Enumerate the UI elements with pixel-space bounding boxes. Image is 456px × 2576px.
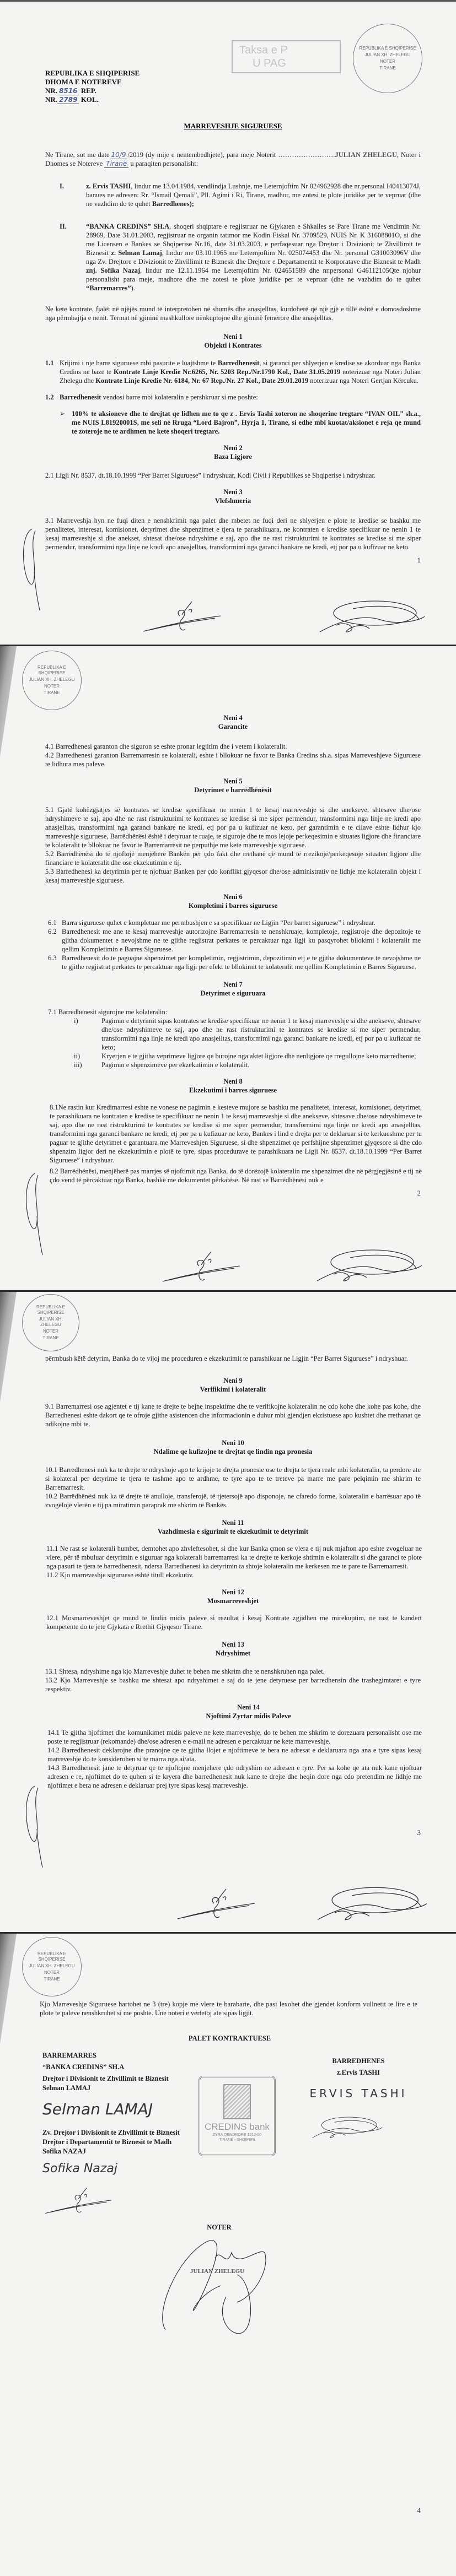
clause-6-3	[48, 954, 421, 971]
clause-13-1: 13.1 Shtesa, ndryshime nga kjo Marreveshje duhet te behen me shkrim dhe te nenshkruhen nga palet.	[45, 1668, 325, 1675]
clause-7-1-item	[74, 1052, 421, 1060]
intro-text-c: , Noter i Dhomes se Notereve	[45, 151, 421, 167]
notary-label: NOTER	[207, 2223, 232, 2231]
article-label: Neni 4	[223, 714, 243, 722]
notary-name-stamp: JULIAN ZHELEGU	[335, 151, 397, 159]
article-label: Neni 7	[223, 981, 243, 988]
representative-2-name: Sofika NAZAJ	[42, 2147, 86, 2155]
interpretation-clause: Ne kete kontrate, fjalët në njëjës mund të interpretohen në shumës dhe anasjelltas, kurdoherë që një gjë e tillë është e domosdoshme nga përmbajtja e nenit. Termat në gjininë mashkullore nënkuptojnë dhe gjininë femërore dhe anasjelltas.	[45, 305, 421, 322]
article-title: Njoftimi Zyrtar midis Paleve	[206, 1712, 291, 1720]
article-title: Detyrimet e siguruara	[200, 989, 266, 997]
clause-number: 1.1	[45, 359, 54, 367]
initials-signature-margin	[22, 528, 44, 616]
clause-4-1: 4.1 Barredhenesi garanton dhe siguron se eshte pronar legjitim dhe i vetem i kolateralit.	[45, 743, 287, 750]
clause-text: Barredhenesit do te paguajne shpenzimet per kompletimin, regjistrimin, depozitimin etj e te gjitha dokumenteve te nevojshme ne te gjithe regjistrat perkates te percaktuar nga ligji per efekt te bllokimit te kolateralit me qellim Kompletimin e Barres Siguruese.	[62, 954, 421, 971]
clause-11-1: 11.1 Ne rast se kolaterali humbet, demtohet apo zhvleftesohet, si dhe kur Banka çmon se vlera e tij nuk mjafton apo eshte zvogeluar ne vlere, për të mbuluar detyrimin e siguruar nga kolaterali barremarresi ka te drejte te kerkoje shtimin e kolateralit si dhe garanci te plote nga pasuri te tjera te barredhenesit, ndersa Barredhenesi ka detyrimin ta shtoje kolateralin me kerkesen me te pare te Barremarresit.	[46, 1545, 422, 1570]
pledgor-block	[292, 2057, 425, 2102]
pledgee-block	[42, 2051, 189, 2178]
rep-number-line	[45, 86, 456, 95]
document-title: MARREVESHJE SIGURUESE	[184, 122, 282, 130]
article-title: Vlefshmeria	[214, 497, 251, 505]
collateral-bullet	[60, 409, 421, 436]
header-chamber: DHOMA E NOTEREVE	[45, 78, 122, 86]
article-label: Neni 12	[222, 1588, 244, 1596]
clause-6-2	[48, 927, 421, 954]
clause-14-3: 14.3 Barredhenesit jane te detyruar qe te njoftojne menjehere çdo ndryshim ne adresen e tyre. Per sa kohe qe ata nuk kane njoftuar adresen e re, njoftimet do te quhen si te kryera dhe barredhenesit nuk kane te drejte dhe heqin dore nga cdo pretendim ne lidhje me njoftimet e bera ne adresen e deklaruar prej tyre sipas kesaj marreveshje.	[47, 1764, 422, 1789]
credit-contract-1: Kontrate Linje Kredie Nr.6265, Nr. 5203 Rep./Nr.1790 Kol., Date 31.05.2019	[114, 368, 341, 376]
party-1	[60, 182, 421, 208]
clause-13-2: 13.2 Kjo Marreveshje se bashku me shtesat apo ndryshimet e saj do te jene detyruese per barredhensin dhe trashegimtaret e tyre respektiv.	[45, 1676, 421, 1693]
signature-borrower	[312, 1884, 433, 1925]
contracting-parties-heading: PALET KONTRAKTUESE	[188, 2034, 271, 2042]
stamp-city-text: TIRANE	[379, 66, 396, 71]
signature-selman-lamaj: Selman LAMAJ	[42, 2100, 153, 2118]
clause-text	[60, 359, 421, 385]
article-title: Kompletimi i barres siguruese	[188, 902, 278, 910]
item-number: ii)	[74, 1052, 81, 1060]
clause-1-1	[45, 359, 421, 385]
page-number: 2	[417, 1189, 421, 1197]
clause-text-c: , si garanci per shlyerjen e kredise se akorduar nga Banka Credins ne baze te	[60, 359, 421, 376]
clause-3-1: 3.1 Marreveshja hyn ne fuqi diten e nenshkrimit nga palet dhe mbetet ne fuqi deri ne shlyerjen e plote te kredise se bashku me penalitetet, interesat, komisionet, detyrimet dhe shpenzimet e tjera te parashikuara, ne kontraten e kredise specifikuar ne nenin 1 te kesaj marreveshje si dhe anekset, shtesat dhe/ose ndryshime e saj, apo dhe ne rast ristrukturimi te kontrates se kredise si me siper permendur, transformimi nga linje ne kredi apo anasjelltas, transformimi nga garanci bankare ne kredi, etj por pa u kufizuar ne keto.	[45, 517, 421, 551]
intro-paragraph	[45, 150, 421, 168]
rep-number-handwritten: 8516	[57, 87, 79, 95]
tax-stamp-line1: Taksa e P	[239, 44, 288, 56]
clause-number: 6.1	[48, 919, 57, 927]
stamp-role-text: NOTER	[44, 684, 60, 689]
article-title: Vazhdimesia e sigurimit te ekzekutimit te detyrimit	[157, 1528, 309, 1535]
bank-stamp-line2: TIRANË - SHQIPERI	[219, 2138, 255, 2142]
handwritten-name-ervis-tashi: ERVIS TASHI	[309, 2087, 407, 2100]
article-label: Neni 10	[222, 1439, 244, 1447]
kol-suffix: KOL.	[81, 95, 99, 104]
article-title: Objekti i Kontrates	[204, 342, 262, 349]
article-title: Ndalime qe kufizojne te drejtat qe lindin nga pronesia	[153, 1448, 313, 1455]
representative-1-name: Selman LAMAJ	[42, 2084, 91, 2092]
clause-text: Barredhenesit me ane te kesaj marreveshje autorizojne Barremarresin te nenshkruaje, kompletoje, regjistroje dhe depozitoje te gjitha dokumentet e nevojshme ne te gjithe regjistrat perkates te percaktuar nga ligji ku pasqyrohet bllokimi i kolateralit me qellim Kompletimin e Barres Siguruese.	[62, 928, 421, 953]
clause-2-1: 2.1 Ligji Nr. 8537, dt.18.10.1999 “Per Barret Siguruese” i ndryshuar, Kodi Civil i Republikes se Shqiperise i ndryshuar.	[45, 472, 376, 479]
article-11-heading	[45, 1518, 421, 1536]
party-2-details-a: , shoqeri shqiptare e regjistruar ne Gjykaten e Shkalles se Pare Tirane me Vendimin Nr. 28969, Date 31.01.2003, regjistruar ne organin tatimor me Kodin Fiskal Nr. 3709529, NUIS Nr. K 31608801O, si dhe me Licensen e Bankes se Shqiperise Nr.16, date 31.03.2003, e perfaqesuar nga Drejtor i Divizionit te Zhvillimit te Biznesit	[86, 223, 421, 257]
stamp-role-text: NOTER	[43, 1329, 58, 1334]
signature-initials-bank	[34, 2186, 122, 2219]
page-3	[0, 1290, 456, 1932]
article-3-heading	[45, 488, 421, 505]
page-2-content	[0, 646, 456, 1198]
representative-2-title-2: Drejtor i Departamentit te Biznesit te Madh	[42, 2138, 172, 2146]
kol-number-line	[45, 95, 456, 104]
pledgor-name: z.Ervis TASHI	[336, 2069, 380, 2076]
clause-text-a: Krijimi i nje barre siguruese mbi pasurite e luajtshme te	[60, 359, 218, 367]
clause-10-2: 10.2 Barrëdhënësi nuk ka të drejte të anulloje, transferojë, të tjetersojë apo disponoje, ne cfaredo forme, kolateralin e barrësuar apo të zvogëlojë vlerën e tij pa miratimin paraprak me shkrim të Bankës.	[45, 1492, 421, 1509]
party-2-role: “Barremarres”	[86, 284, 131, 292]
signature-bank	[157, 1249, 245, 1288]
signature-borrower	[314, 598, 430, 637]
article-6-heading	[45, 892, 421, 910]
intro-text-a: Ne Tirane, sot me date	[45, 151, 110, 159]
article-label: Neni 13	[222, 1641, 244, 1648]
clause-number: 1.2	[45, 393, 54, 401]
stamp-role-text: NOTER	[380, 59, 395, 64]
clause-number: 6.2	[48, 928, 57, 935]
bank-stamp	[199, 2076, 276, 2156]
tax-stamp-line2: U PAG	[253, 57, 286, 69]
stamp-name-text: JULIAN XH. ZHELEGU	[39, 1317, 63, 1327]
party-2-name: “BANKA CREDINS” SH.A	[86, 223, 170, 230]
date-handwritten: 10/9	[110, 151, 128, 159]
page-2	[0, 645, 456, 1290]
clause-14-1: 14.1 Te gjitha njoftimet dhe komunikimet midis paleve ne kete marreveshje, do te behen me shkrim te dorezuara personalisht ose me poste te regjistruar (rekomande) dhe/ose adresen e e-mail ne adresen e percaktuar ne kete marreveshje.	[47, 1729, 422, 1745]
page-number: 4	[417, 2506, 421, 2514]
clause-11-2: 11.2 Kjo marreveshje siguruese është titull ekzekutiv.	[46, 1571, 194, 1579]
article-8-heading	[45, 1077, 421, 1095]
signature-borrower	[312, 1247, 427, 1286]
notary-dots: …………………….	[278, 151, 335, 159]
signature-ervis-tashi	[309, 2112, 386, 2145]
rep-suffix: REP.	[81, 86, 96, 95]
kol-number-handwritten: 2789	[57, 96, 79, 104]
page-1-content	[0, 2, 456, 565]
notary-name-stamp: JULIAN ZHELEGU	[190, 2268, 245, 2275]
clause-8-2: 8.2 Barrëdhënësi, menjëherë pas marrjes së njoftimit nga Banka, do të dorëzojë kolateralin me shpenzimet dhe në përgjegjësinë e tij në çdo vend të përcaktuar nga Banka, bashkë me dokumentet përkatëse. Në rast se Barrëdhënësi nuk e	[50, 1167, 422, 1184]
clause-text-b: vendosi barre mbi kolateralin e pershkruar si me poshte:	[101, 393, 258, 401]
clause-text	[60, 393, 421, 402]
pledgee-company: “BANKA CREDINS” SH.A	[42, 2063, 125, 2071]
initials-signature-margin	[25, 1785, 47, 1873]
party-2-details-b: , lindur me 03.10.1965 me Leternjoftim Nr. 025074453 dhe Nr. personal G31003096V dhe nga Zv. Drejtore e Divizionit te Zhvillimit te Biznesit dhe Drejtore e Departamentit te Korporatave dhe Biznesit te Madh	[86, 249, 421, 266]
article-10-heading	[45, 1438, 421, 1456]
article-label: Neni 11	[222, 1519, 244, 1527]
item-number: iii)	[74, 1061, 82, 1069]
article-2-heading	[45, 443, 421, 461]
page-4-content	[0, 1934, 456, 2515]
bank-stamp-line1: ZYRA QENDRORE 1212-00	[212, 2133, 262, 2137]
clause-5-3: 5.3 Barredhenesi ka detyrimin per te njoftuar Banken per çdo konflikt gjyqesor dhe/ose administrativ ne lidhje me kolateralin objekt i kesaj marreveshje siguruese.	[45, 868, 421, 884]
party-2	[60, 222, 421, 293]
clause-4-2: 4.2 Barredhenesi garanton Barremarresin se kolaterali, eshte i bllokuar ne favor te Banka Credins sh.a. sipas Marreveshjeve Siguruese te lidhura mes paleve.	[45, 751, 421, 768]
clause-10-1: 10.1 Barredhenesi nuk ka te drejte te ndryshoje apo te krijoje te drejta pronesie ose te drejta te tjera reale mbi kolateralin, ta perdore ate si kolateral per detyrime te tjera te tashme apo te ardhme, te tyre apo te te treteve pa marre me pare pelqimin me shkrim te Barremarresit.	[45, 1466, 421, 1491]
rep-prefix: NR.	[45, 86, 58, 95]
collateral-description: 100% te aksioneve dhe te drejtat qe lidhen me to qe z . Ervis Tashi zoteron ne shoqerine tregtare “IVAN OIL” sh.a., me NUIS L81920001S, me seli ne Rruga “Lord Bajron”, Hyrja 1, Tirane, si edhe mbi kuotat/aksionet e reja qe mund te zoteroje ne te ardhmen ne kete shoqeri tregtare.	[72, 410, 421, 435]
bank-logo-icon	[223, 2084, 251, 2119]
party-1-role: Barredhenes);	[152, 200, 194, 208]
stamp-city-text: TIRANE	[44, 690, 60, 695]
party-2-details-d: ).	[131, 284, 135, 292]
party-number: I.	[60, 182, 64, 190]
item-number: i)	[74, 1017, 78, 1025]
article-title: Detyrimet e barrëdhënësit	[194, 786, 272, 794]
stamp-ring-text: REPUBLIKA E SHQIPERISE	[36, 1305, 66, 1315]
pledgee-role: BARREMARRES	[42, 2052, 96, 2059]
clause-text: Barra siguruese quhet e kompletuar me permbushjen e sa specifikuar ne Ligjin “Per barret siguruese” i ndryshuar.	[62, 919, 375, 927]
article-12-heading	[45, 1588, 421, 1605]
party-2-representative-1: z. Selman Lamaj	[111, 249, 162, 257]
clause-text-b: Barredhenesit	[217, 359, 260, 367]
clause-8-2-continued: përmbush këtë detyrim, Banka do te vijoj me proceduren e ekzekutimit te parashikuar ne Ligjin “Per Barret Siguruese” i ndryshuar.	[45, 1355, 408, 1362]
item-text: Kryerjen e te gjitha veprimeve ligjore qe burojne nga aktet ligjore dhe nenligjore qe rregullojne keto marredhenie;	[101, 1052, 416, 1060]
credit-contract-2: Kontrate Linje Kredie Nr. 6184, Nr. 67 Rep./Nr. 27 Kol., Date 29.01.2019	[95, 377, 309, 385]
intro-text-d: u paraqiten personalisht:	[128, 160, 199, 167]
item-text: Pagimin e detyrimit sipas kontrates se kredise specifikuar ne nenin 1 te kesaj marreveshje si dhe anekseve, shtesave dhe/ose ndryshimeve te saj, apo dhe ne rast ristrukturimi te kontrates se kredise si me siper permendur, transformimi nga linje ne kredi apo anasjelltas, transformimi nga garanci bankare ne kredi, etj por pa u kufizuar ne keto;	[101, 1017, 421, 1051]
article-title: Mosmarreveshjet	[207, 1597, 259, 1605]
party-number: II.	[60, 223, 67, 230]
stamp-name-text: JULIAN XH. ZHELEGU	[364, 52, 411, 57]
article-13-heading	[45, 1640, 421, 1658]
city-handwritten: Tiranë	[104, 160, 128, 168]
arrow-bullet-icon: ➢	[60, 410, 66, 418]
page-number: 1	[417, 556, 421, 564]
page-4	[0, 1932, 456, 2576]
article-label: Neni 8	[223, 1078, 243, 1085]
stamp-ring-text: REPUBLIKA E SHQIPERISE	[37, 665, 67, 675]
article-title: Ekzekutimi i barres siguruese	[189, 1086, 277, 1094]
kol-prefix: NR.	[45, 95, 58, 104]
clause-9-1: 9.1 Barremarresi ose agjentet e tij kane te drejte te bejne inspektime dhe te verifikojne kolateralin ne cdo kohe dhe kohe pas kohe, dhe Barredhenesi eshte dakort qe te ofroje gjithe asistencen dhe informacionin e duhur mbi gjendjen ekzistuese apo kushtet dhe rrethanat qe ndikojne mbi te.	[45, 1403, 421, 1428]
article-5-heading	[45, 777, 421, 794]
clause-7-1-item	[74, 1016, 421, 1052]
article-label: Neni 1	[223, 333, 243, 340]
bank-stamp-brand: CREDINS bank	[204, 2122, 270, 2132]
article-title: Garancite	[218, 723, 248, 730]
article-label: Neni 9	[223, 1377, 243, 1384]
stamp-name-text: JULIAN XH. ZHELEGU	[29, 677, 75, 682]
signature-bank	[172, 1887, 260, 1925]
party-2-details-c: , lindur me 12.11.1964 me Leternjoftim Nr. 024651589 dhe nr.personal G46112105Qte njohur personalisht para meje, madhore dhe me zotesi te plote juridike per te vepruar (dhe ne vazhdim do te quhet	[86, 267, 421, 283]
signatories-area	[0, 2051, 456, 2216]
clause-8-1: 8.1Ne rastin kur Kredimarresi eshte ne vonese ne pagimin e kesteve mujore se bashku me penalitetet, interesat, komisionet, detyrimet, te parashikuara ne kontraten e kredise te specifikuar ne nenin 1 te kesaj marreveshje si dhe anekseve, shtesave dhe/ose ndryshimeve te saj, apo dhe ne rast ristrukturimi te kontrates se kredise si me siper permendur, transformimi nga linje ne kredi apo anasjelltas, transformimi nga garanci bankare ne kredi, etj por pa u kufizuar ne keto, Bankes i lind e drejta per te deklaruar si te kerkueshme per tu paguar te gjithe detyrimet e garantuara me Marreveshjen Siguruese, si dhe shpenzimet qe perfshijne shpenzimet gjyqesore si dhe cdo shpenzim ligjor deri ne ekzekutimin e plotë te tyre, sipas procedurave te parashikuara ne Ligji Nr. 8537, dt.18.10.1999 “Per Barret Siguruese” i ndryshuar.	[50, 1103, 422, 1164]
notary-signature-area	[0, 2236, 456, 2341]
clause-7-1: 7.1 Barredhenesit sigurojne me kolateralin:	[48, 1008, 168, 1016]
item-text: Pagimin e shpenzimeve per ekzekutimin e kolateralit.	[101, 1061, 250, 1069]
clause-text-e: noterizuar nga Noteri Julian Zhelegu dhe	[60, 368, 421, 385]
page-number: 3	[417, 1828, 421, 1837]
party-2-representative-2: znj. Sofika Nazaj	[86, 267, 141, 274]
party-1-details: , lindur me 13.04.1984, vendlindja Lushnje, me Leternjoftim Nr 024962928 dhe nr.personal I40413074J, banues ne adresen: Rr. “Ismail Qemali”, Pll. Agimi i Ri, Tirane, madhor, me zotesi te plote juridike per te vepruar (dhe ne vazhdim do te quhet	[86, 182, 421, 208]
article-label: Neni 5	[223, 777, 243, 785]
stamp-city-text: TIRANE	[42, 1335, 59, 1340]
clause-14-2: 14.2 Barredhenesit deklarojne dhe pranojne qe te gjitha llojet e njoftimeve te bera ne adresat e deklaruara nga ana e tyre sipas kesaj marreveshje do te konsiderohen si te marra nga ai/ata.	[47, 1746, 422, 1763]
article-14-heading	[61, 1703, 436, 1720]
clause-1-2	[45, 393, 421, 402]
clause-5-1: 5.1 Gjatë kohëzgjatjes së kontrates se kredise specifikuar ne nenin 1 te kesaj marreveshje si dhe anekseve, shtesave dhe/ose ndryshimeve te saj, apo dhe ne rast ristrukturimi te kontrates se kredise si me siper permendur, transformimi nga linje ne kredi apo anasjelltas, transformimi nga garanci bankare ne kredi, etj por pa u kufizuar ne keto, per garantimin e te cilave eshte lidhur kjo marreveshje siguruese, Barrëdhënësi është i detyruar te ruaje, te siguroje dhe te mos lejoje perkeqesimin e situates ligjore dhe financiare te kolateralit te bllokuar ne favor te Barremarresit ne perputhje me kete marreveshje siguruese.	[45, 806, 421, 849]
representative-1-title: Drejtor i Divisionit te Zhvillimit te Biznesit	[42, 2075, 169, 2082]
clause-7-1-item	[74, 1060, 421, 1069]
stamp-ring-text: REPUBLIKA E SHQIPERISE	[359, 46, 416, 51]
clause-12-1: 12.1 Mosmarreveshjet qe mund te lindin midis paleve si rezultat i kesaj Kontrate zgjidhen me mirekuptim, ne rast te kundert kompetente do te jete Gjykata e Rrethit Gjyqesor Tirane.	[46, 1614, 422, 1631]
stamp-ring-text: REPUBLIKA E SHQIPERISE	[37, 1951, 67, 1962]
pledgor-role: BARREDHENES	[332, 2057, 385, 2065]
party-1-text	[86, 182, 421, 208]
intro-text-b: /2019 (dy mije e nentembedhjete), para meje Noterit	[127, 151, 276, 159]
clause-text-a: Barredhenesit	[60, 393, 101, 401]
clause-text-g: noterizuar nga Noteri Gertjan Kërcuku.	[308, 377, 419, 385]
party-2-text	[86, 222, 421, 293]
article-4-heading	[45, 713, 421, 731]
article-label: Neni 14	[237, 1703, 260, 1711]
article-title: Ndryshimet	[215, 1649, 251, 1657]
article-label: Neni 6	[223, 893, 243, 901]
document-header	[45, 69, 456, 104]
closing-statement: Kjo Marreveshje Siguruese hartohet ne 3 (tre) kopje me vlere te barabarte, dhe pasi lexohet dhe gjendet konform vullnetit te lire e te plote te paleve nenshkruhet si me poshte. Une noteri e vertetoj ate sipas ligjit.	[40, 2000, 417, 2017]
page-3-content	[0, 1292, 456, 1837]
article-title: Baza Ligjore	[214, 453, 252, 461]
article-label: Neni 3	[223, 488, 243, 496]
article-7-heading	[45, 980, 421, 998]
stamp-name-text: JULIAN XH. ZHELEGU	[29, 1963, 75, 1968]
article-label: Neni 2	[223, 444, 243, 452]
signature-notary	[154, 2236, 273, 2338]
signature-sofika-nazaj: Sofika Nazaj	[42, 2162, 117, 2175]
article-1-heading	[45, 332, 421, 350]
clause-5-2: 5.2 Barrëdhënësi do të njoftojë menjëherë Bankën për çdo fakt dhe rrethanë që mund të rrezikojë/perkeqesoje situaten ligjore dhe financiare te kolateralit dhe ose ekzekutimin e tij.	[45, 850, 421, 867]
page-1	[0, 0, 456, 645]
party-1-name: z. Ervis TASHI	[86, 182, 131, 190]
header-republic: REPUBLIKA E SHQIPERISE	[45, 69, 140, 77]
stamp-city-text: TIRANE	[44, 1977, 60, 1982]
stamp-role-text: NOTER	[44, 1970, 60, 1975]
representative-2-title: Zv. Drejtor i Divisionit te Zhvillimit te Biznesit	[42, 2129, 180, 2136]
article-title: Verifikimi i kolateralit	[200, 1386, 266, 1393]
clause-number: 6.3	[48, 954, 57, 962]
clause-6-1	[48, 918, 421, 927]
article-9-heading	[45, 1376, 421, 1394]
initials-signature-margin	[25, 1172, 47, 1260]
signature-bank	[138, 599, 226, 638]
